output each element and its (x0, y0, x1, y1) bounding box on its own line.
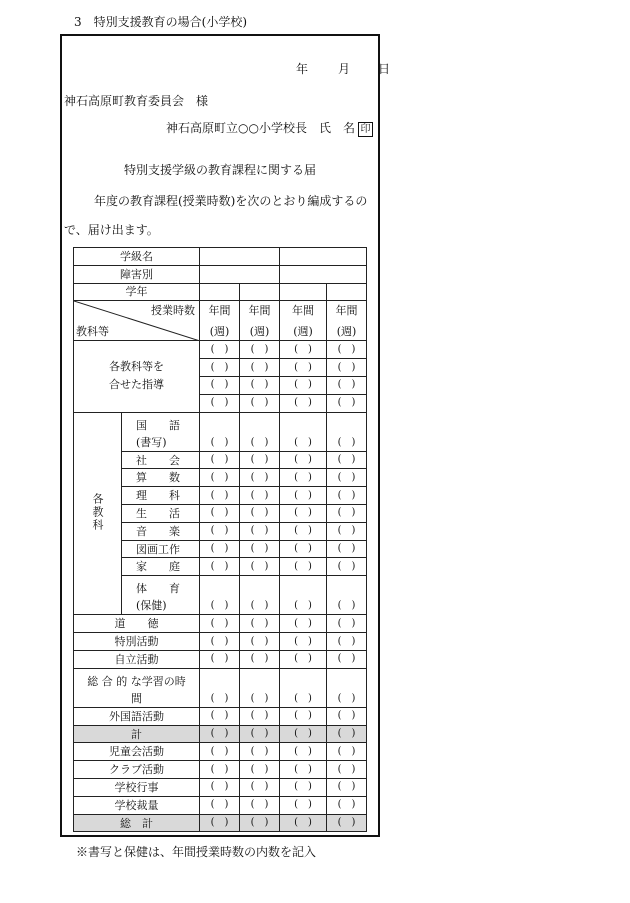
day-label: 日 (378, 62, 391, 76)
weekly-cell[interactable]: ( ) (200, 650, 240, 668)
weekly-cell[interactable]: ( ) (200, 796, 240, 814)
weekly-cell[interactable]: ( ) (280, 707, 327, 725)
subtotal-cell[interactable]: ( ) (280, 725, 327, 743)
weekly-cell[interactable]: ( ) (327, 707, 367, 725)
document-title: 特別支援学級の教育課程に関する届 (124, 163, 317, 177)
weekly-cell[interactable]: ( ) (327, 394, 367, 412)
weekly-cell[interactable]: ( ) (280, 743, 327, 761)
grand-total-cell[interactable]: ( ) (280, 814, 327, 832)
moral-label: 道 徳 (74, 615, 200, 633)
weekly-cell[interactable]: ( ) (200, 540, 240, 558)
weekly-cell[interactable]: ( ) (200, 522, 240, 540)
subject-home-economics: 家 庭 (122, 558, 200, 576)
weekly-cell[interactable]: ( ) (240, 633, 280, 651)
weekly-cell[interactable]: ( ) (280, 394, 327, 412)
addressee: 神石高原町教育委員会 様 (64, 94, 209, 108)
weekly-cell[interactable]: ( ) (327, 505, 367, 523)
weekly-cell[interactable]: ( ) (327, 668, 367, 707)
subject-health: (保健) (136, 599, 167, 613)
hours-header-label: 授業時数 (151, 304, 195, 318)
subtotal-cell[interactable]: ( ) (240, 725, 280, 743)
foreign-language-label: 外国語活動 (74, 707, 200, 725)
weekly-cell[interactable]: ( ) (280, 650, 327, 668)
annual-weekly-header: 年間 (週) (280, 301, 327, 341)
independence-activities-label: 自立活動 (74, 650, 200, 668)
weekly-cell[interactable]: ( ) (327, 487, 367, 505)
weekly-cell[interactable]: ( ) (200, 376, 240, 394)
weekly-cell[interactable]: ( ) (240, 394, 280, 412)
weekly-cell[interactable]: ( ) (200, 469, 240, 487)
weekly-cell[interactable]: ( ) (327, 615, 367, 633)
weekly-cell[interactable]: ( ) (200, 558, 240, 576)
subject-social: 社 会 (122, 451, 200, 469)
weekly-cell[interactable]: ( ) (240, 576, 280, 615)
sender-line (166, 119, 373, 137)
subtotal-cell[interactable]: ( ) (327, 725, 367, 743)
weekly-cell[interactable]: ( ) (200, 633, 240, 651)
weekly-cell[interactable]: ( ) (280, 505, 327, 523)
weekly-cell[interactable]: ( ) (280, 376, 327, 394)
weekly-cell[interactable]: ( ) (280, 487, 327, 505)
student-council-label: 児童会活動 (74, 743, 200, 761)
weekly-cell[interactable]: ( ) (200, 341, 240, 359)
body-text-line-2: で、届け出ます。 (64, 223, 159, 237)
weekly-cell[interactable]: ( ) (240, 761, 280, 779)
weekly-cell[interactable]: ( ) (240, 522, 280, 540)
class-name-cell-2[interactable] (280, 248, 367, 266)
curriculum-hours-table (73, 247, 367, 832)
weekly-cell[interactable]: ( ) (280, 576, 327, 615)
weekly-cell[interactable]: ( ) (280, 633, 327, 651)
weekly-cell[interactable]: ( ) (327, 341, 367, 359)
grand-total-cell[interactable]: ( ) (240, 814, 280, 832)
footnote: ※書写と保健は、年間授業時数の内数を記入 (76, 845, 317, 859)
subject-art: 図画工作 (122, 540, 200, 558)
subject-science: 理 科 (122, 487, 200, 505)
weekly-cell[interactable]: ( ) (280, 540, 327, 558)
disability-type-cell-2[interactable] (280, 265, 367, 283)
annual-weekly-header: 年間 (週) (240, 301, 280, 341)
weekly-cell[interactable]: ( ) (200, 743, 240, 761)
weekly-cell[interactable]: ( ) (200, 451, 240, 469)
subject-math: 算 数 (122, 469, 200, 487)
weekly-cell[interactable]: ( ) (240, 707, 280, 725)
subject-japanese: 国 語 (書写) (122, 412, 200, 451)
weekly-cell[interactable]: ( ) (280, 522, 327, 540)
subtotal-label: 計 (74, 725, 200, 743)
weekly-cell[interactable]: ( ) (200, 668, 240, 707)
weekly-cell[interactable]: ( ) (327, 650, 367, 668)
weekly-cell[interactable]: ( ) (327, 359, 367, 377)
month-label: 月 (338, 62, 351, 76)
weekly-cell[interactable]: ( ) (280, 359, 327, 377)
grade-label: 学年 (74, 283, 200, 301)
class-name-label: 学級名 (74, 248, 200, 266)
weekly-cell[interactable]: ( ) (240, 540, 280, 558)
weekly-cell[interactable]: ( ) (240, 359, 280, 377)
integrated-study-label: 総 合 的 な学習の時 間 (74, 668, 200, 707)
weekly-cell[interactable]: ( ) (200, 412, 240, 451)
grade-cell[interactable] (280, 283, 327, 301)
seal-stamp: 印 (358, 122, 373, 137)
section-heading: 3 特別支援教育の場合(小学校) (74, 15, 247, 29)
weekly-cell[interactable]: ( ) (200, 487, 240, 505)
weekly-cell[interactable]: ( ) (200, 707, 240, 725)
weekly-cell[interactable]: ( ) (327, 376, 367, 394)
weekly-cell[interactable]: ( ) (280, 615, 327, 633)
weekly-cell[interactable]: ( ) (327, 451, 367, 469)
grade-cell[interactable] (240, 283, 280, 301)
subject-life: 生 活 (122, 505, 200, 523)
weekly-cell[interactable]: ( ) (327, 540, 367, 558)
weekly-cell[interactable]: ( ) (240, 376, 280, 394)
weekly-cell[interactable]: ( ) (240, 615, 280, 633)
special-activities-label: 特別活動 (74, 633, 200, 651)
subject-calligraphy: (書写) (136, 435, 167, 449)
weekly-cell[interactable]: ( ) (327, 796, 367, 814)
grand-total-cell[interactable]: ( ) (327, 814, 367, 832)
header-diagonal-cell (74, 301, 200, 341)
weekly-cell[interactable]: ( ) (200, 615, 240, 633)
subject-music: 音 楽 (122, 522, 200, 540)
weekly-cell[interactable]: ( ) (327, 522, 367, 540)
weekly-cell[interactable]: ( ) (240, 487, 280, 505)
grand-total-cell[interactable]: ( ) (200, 814, 240, 832)
weekly-cell[interactable]: ( ) (327, 633, 367, 651)
weekly-cell[interactable]: ( ) (327, 469, 367, 487)
weekly-cell[interactable]: ( ) (240, 469, 280, 487)
disability-type-cell-1[interactable] (200, 265, 280, 283)
subtotal-cell[interactable]: ( ) (200, 725, 240, 743)
weekly-cell[interactable]: ( ) (280, 469, 327, 487)
body-text-line-1: 年度の教育課程(授業時数)を次のとおり編成するの (94, 194, 368, 208)
combined-guidance-label: 各教科等を 合せた指導 (74, 341, 200, 412)
weekly-cell[interactable]: ( ) (280, 779, 327, 797)
weekly-cell[interactable]: ( ) (327, 743, 367, 761)
school-discretion-label: 学校裁量 (74, 796, 200, 814)
weekly-cell[interactable]: ( ) (280, 761, 327, 779)
weekly-cell[interactable]: ( ) (240, 505, 280, 523)
weekly-cell[interactable]: ( ) (240, 558, 280, 576)
club-activities-label: クラブ活動 (74, 761, 200, 779)
grade-cell[interactable] (327, 283, 367, 301)
weekly-cell[interactable]: ( ) (327, 576, 367, 615)
weekly-cell[interactable]: ( ) (200, 779, 240, 797)
class-name-cell-1[interactable] (200, 248, 280, 266)
weekly-cell[interactable]: ( ) (280, 451, 327, 469)
disability-type-label: 障害別 (74, 265, 200, 283)
weekly-cell[interactable]: ( ) (200, 505, 240, 523)
date-line (296, 60, 390, 77)
weekly-cell[interactable]: ( ) (327, 412, 367, 451)
weekly-cell[interactable]: ( ) (240, 779, 280, 797)
grand-total-label: 総 計 (74, 814, 200, 832)
year-label: 年 (296, 62, 309, 76)
subjects-group-label: 各教科 (74, 412, 122, 615)
weekly-cell[interactable]: ( ) (240, 743, 280, 761)
annual-weekly-header: 年間 (週) (327, 301, 367, 341)
weekly-cell[interactable]: ( ) (240, 668, 280, 707)
annual-weekly-header: 年間 (週) (200, 301, 240, 341)
weekly-cell[interactable]: ( ) (280, 412, 327, 451)
subject-pe: 体 育 (保健) (122, 576, 200, 615)
weekly-cell[interactable]: ( ) (200, 394, 240, 412)
weekly-cell[interactable]: ( ) (240, 650, 280, 668)
weekly-cell[interactable]: ( ) (280, 341, 327, 359)
weekly-cell[interactable]: ( ) (280, 668, 327, 707)
weekly-cell[interactable]: ( ) (200, 576, 240, 615)
subjects-header-label: 教科等 (76, 325, 109, 339)
weekly-cell[interactable]: ( ) (327, 779, 367, 797)
weekly-cell[interactable]: ( ) (280, 796, 327, 814)
sender-name: 神石高原町立○○小学校長 氏 名 (166, 121, 355, 135)
weekly-cell[interactable]: ( ) (280, 558, 327, 576)
weekly-cell[interactable]: ( ) (327, 558, 367, 576)
weekly-cell[interactable]: ( ) (327, 761, 367, 779)
weekly-cell[interactable]: ( ) (240, 796, 280, 814)
grade-cell[interactable] (200, 283, 240, 301)
weekly-cell[interactable]: ( ) (240, 451, 280, 469)
weekly-cell[interactable]: ( ) (240, 412, 280, 451)
school-events-label: 学校行事 (74, 779, 200, 797)
weekly-cell[interactable]: ( ) (200, 761, 240, 779)
weekly-cell[interactable]: ( ) (200, 359, 240, 377)
weekly-cell[interactable]: ( ) (240, 341, 280, 359)
